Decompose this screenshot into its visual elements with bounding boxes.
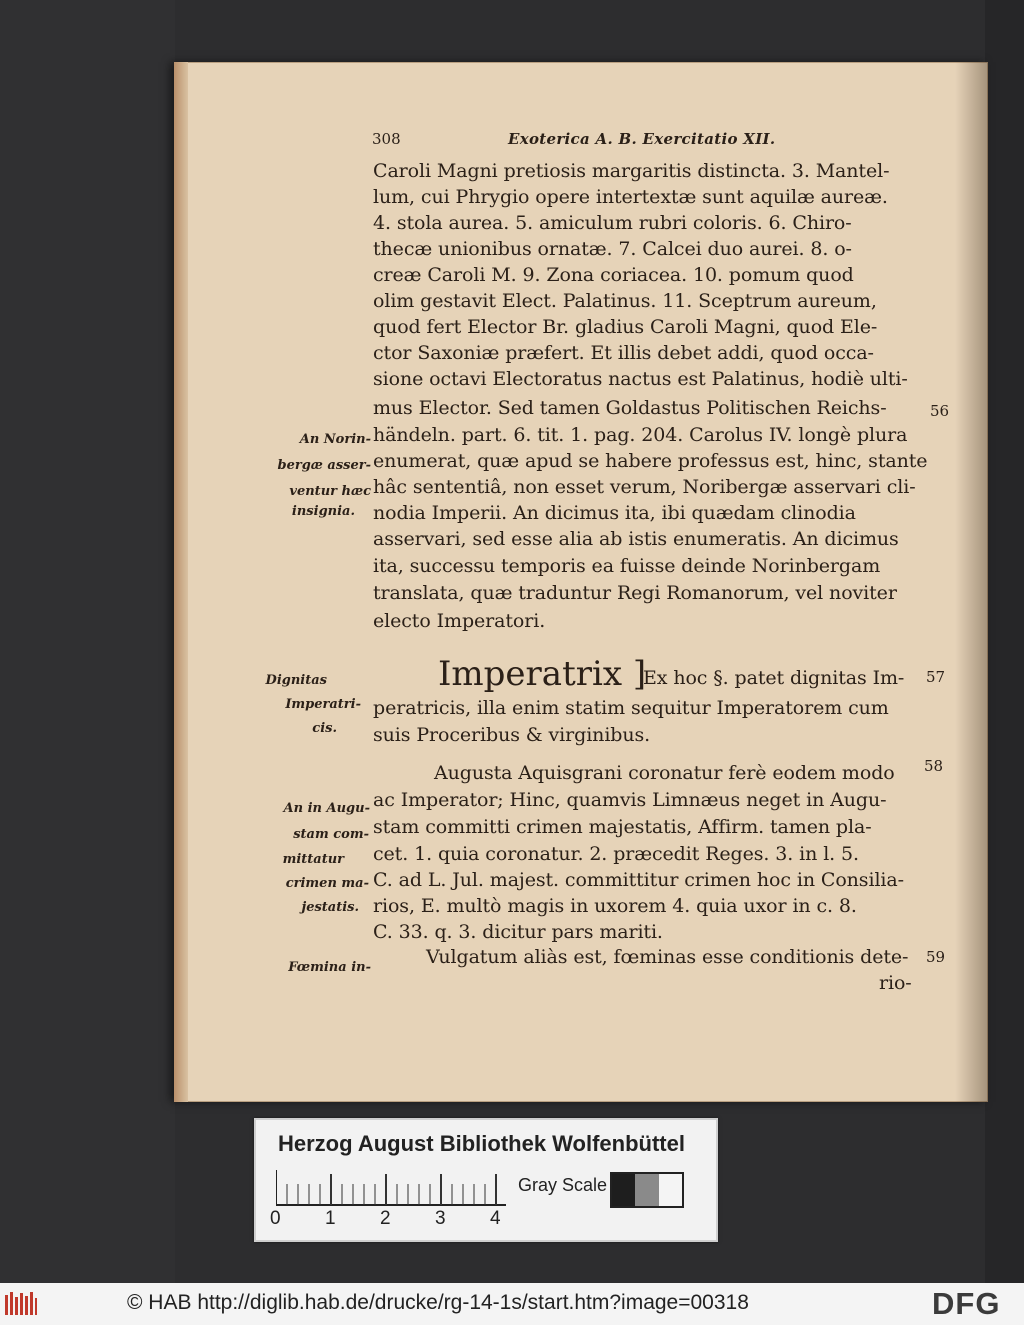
page-header xyxy=(372,130,932,152)
scan-background-right xyxy=(985,0,1024,1283)
hab-logo-icon xyxy=(4,1289,38,1319)
marginal-note: ventur hæc xyxy=(289,484,371,499)
text-line: C. ad L. Jul. majest. committitur crimen hoc in Consilia- xyxy=(373,869,904,891)
marginal-note: bergæ asser- xyxy=(277,458,371,473)
text-line: Augusta Aquisgrani coronatur ferè eodem modo xyxy=(434,762,895,784)
running-title: Exoterica A. B. Exercitatio XII. xyxy=(508,130,776,148)
text-line: suis Proceribus & virginibus. xyxy=(373,724,651,746)
gray-scale-swatches xyxy=(610,1172,684,1208)
text-line: sione octavi Electoratus nactus est Palatinus, hodiè ulti- xyxy=(373,368,908,390)
text-line: rios, E. multò magis in uxorem 4. quia uxor in c. 8. xyxy=(373,895,857,917)
text-line: electo Imperatori. xyxy=(373,610,546,632)
marginal-note: An Norin- xyxy=(299,432,371,447)
scan-background-left xyxy=(0,0,175,1283)
spine-shadow xyxy=(955,62,988,1102)
copyright-link[interactable]: © HAB http://diglib.hab.de/drucke/rg-14-1s/start.htm?image=00318 xyxy=(127,1291,749,1314)
library-name: Herzog August Bibliothek Wolfenbüttel xyxy=(278,1131,685,1156)
marginal-note: jestatis. xyxy=(301,900,359,915)
marginal-note: Dignitas xyxy=(265,673,327,688)
marginal-note: Fœmina in- xyxy=(288,960,371,975)
text-line: enumerat, quæ apud se habere professus est, hinc, stante xyxy=(373,450,928,472)
ruler-number: 2 xyxy=(380,1208,391,1229)
marginal-note: stam com- xyxy=(293,827,369,842)
footer-bar xyxy=(0,1283,1024,1325)
text-line: Ex hoc §. patet dignitas Im- xyxy=(643,667,905,689)
swatch-black xyxy=(612,1174,635,1206)
text-line: quod fert Elector Br. gladius Caroli Magni, quod Ele- xyxy=(373,316,878,338)
text-line: händeln. part. 6. tit. 1. pag. 204. Carolus IV. longè plura xyxy=(373,424,908,446)
text-line: peratricis, illa enim statim sequitur Imperatorem cum xyxy=(373,697,889,719)
marginal-note: insignia. xyxy=(291,504,355,519)
text-line: translata, quæ traduntur Regi Romanorum, vel noviter xyxy=(373,582,897,604)
text-line: 4. stola aurea. 5. amiculum rubri coloris. 6. Chiro- xyxy=(373,212,852,234)
text-line: Vulgatum aliàs est, fœminas esse conditionis dete- xyxy=(426,946,909,968)
ruler-number: 4 xyxy=(490,1208,501,1229)
margin-number: 58 xyxy=(924,757,944,775)
text-line: ctor Saxoniæ præfert. Et illis debet addi, quod occa- xyxy=(373,342,874,364)
text-line: ita, successu temporis ea fuisse deinde Norinbergam xyxy=(373,555,881,577)
color-calibration-card xyxy=(254,1118,718,1242)
page-number: 308 xyxy=(372,130,401,148)
marginal-note: Imperatri- xyxy=(285,697,361,712)
marginal-note: crimen ma- xyxy=(285,876,369,891)
gray-scale-label: Gray Scale xyxy=(518,1175,608,1195)
dfg-logo: DFG xyxy=(932,1286,1001,1321)
swatch-white xyxy=(659,1174,682,1206)
text-line: nodia Imperii. An dicimus ita, ibi quædam clinodia xyxy=(373,502,856,524)
section-heading: Imperatrix ] xyxy=(438,654,647,694)
ruler xyxy=(276,1170,506,1206)
text-line: thecæ unionibus ornatæ. 7. Calcei duo aurei. 8. o- xyxy=(373,238,852,260)
text-line: stam committi crimen majestatis, Affirm. tamen pla- xyxy=(373,816,872,838)
ruler-number: 3 xyxy=(435,1208,446,1229)
swatch-gray xyxy=(635,1174,658,1206)
marginal-note: cis. xyxy=(312,721,337,736)
margin-number: 57 xyxy=(926,668,946,686)
page-edge xyxy=(174,62,188,1102)
text-line: hâc sententiâ, non esset verum, Noribergæ asservari cli- xyxy=(373,476,916,498)
ruler-number: 0 xyxy=(270,1208,281,1229)
text-line: C. 33. q. 3. dicitur pars mariti. xyxy=(373,921,663,943)
ruler-number: 1 xyxy=(325,1208,336,1229)
text-line: ac Imperator; Hinc, quamvis Limnæus neget in Augu- xyxy=(373,789,887,811)
marginal-note: mittatur xyxy=(282,852,344,867)
text-line: creæ Caroli M. 9. Zona coriacea. 10. pomum quod xyxy=(373,264,854,286)
text-line: Caroli Magni pretiosis margaritis distincta. 3. Mantel- xyxy=(373,160,890,182)
text-line: rio- xyxy=(879,972,912,994)
text-line: cet. 1. quia coronatur. 2. præcedit Reges. 3. in l. 5. xyxy=(373,843,859,865)
text-line: mus Elector. Sed tamen Goldastus Politischen Reichs- xyxy=(373,397,887,419)
text-line: asservari, sed esse alia ab istis enumeratis. An dicimus xyxy=(373,528,899,550)
margin-number: 59 xyxy=(926,948,946,966)
text-line: olim gestavit Elect. Palatinus. 11. Sceptrum aureum, xyxy=(373,290,877,312)
marginal-note: An in Augu- xyxy=(283,801,370,816)
text-line: lum, cui Phrygio opere intertextæ sunt aquilæ aureæ. xyxy=(373,186,888,208)
margin-number: 56 xyxy=(930,402,950,420)
